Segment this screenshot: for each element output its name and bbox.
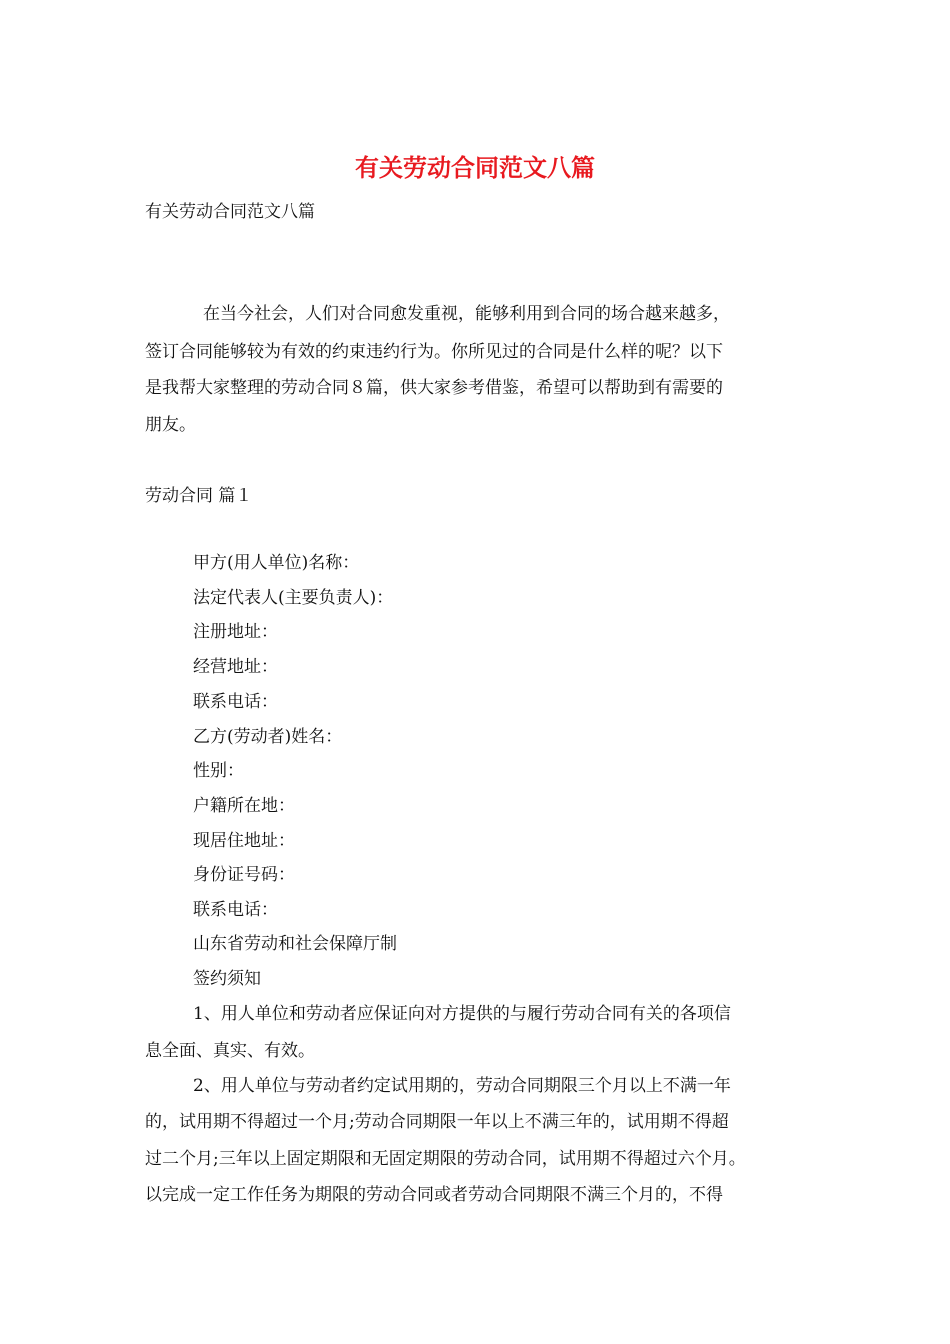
contract-field: 现居住地址： <box>193 831 295 851</box>
clause-line: 以完成一定工作任务为期限的劳动合同或者劳动合同期限不满三个月的，不得 <box>145 1185 723 1205</box>
contract-field: 乙方(劳动者)姓名： <box>193 727 343 747</box>
document-title: 有关劳动合同范文八篇 <box>355 153 595 182</box>
clause-line: 息全面、真实、有效。 <box>145 1041 315 1061</box>
contract-field: 联系电话： <box>193 900 278 920</box>
clause-line: 过二个月;三年以上固定期限和无固定期限的劳动合同，试用期不得超过六个月。 <box>145 1149 746 1169</box>
clause-line: 1、用人单位和劳动者应保证向对方提供的与履行劳动合同有关的各项信 <box>193 1004 731 1024</box>
contract-field: 注册地址： <box>193 622 278 642</box>
intro-line: 签订合同能够较为有效的约束违约行为。你所见过的合同是什么样的呢？以下 <box>145 342 723 362</box>
contract-field: 经营地址： <box>193 657 278 677</box>
contract-field: 性别： <box>193 761 244 781</box>
intro-line: 在当今社会，人们对合同愈发重视，能够利用到合同的场合越来越多， <box>203 304 730 324</box>
contract-field: 签约须知 <box>193 969 261 989</box>
contract-field: 身份证号码： <box>193 865 295 885</box>
contract-field: 法定代表人(主要负责人)： <box>193 588 394 608</box>
intro-line: 是我帮大家整理的劳动合同８篇，供大家参考借鉴，希望可以帮助到有需要的 <box>145 378 723 398</box>
section-heading: 劳动合同 篇１ <box>145 486 253 506</box>
clause-line: 2、用人单位与劳动者约定试用期的，劳动合同期限三个月以上不满一年 <box>193 1076 731 1096</box>
intro-line: 朋友。 <box>145 415 196 435</box>
clause-line: 的，试用期不得超过一个月;劳动合同期限一年以上不满三年的，试用期不得超 <box>145 1112 729 1132</box>
document-subtitle: 有关劳动合同范文八篇 <box>145 202 315 222</box>
contract-field: 山东省劳动和社会保障厅制 <box>193 934 397 954</box>
contract-field: 户籍所在地： <box>193 796 295 816</box>
contract-field: 甲方(用人单位)名称： <box>193 553 360 573</box>
contract-field: 联系电话： <box>193 692 278 712</box>
